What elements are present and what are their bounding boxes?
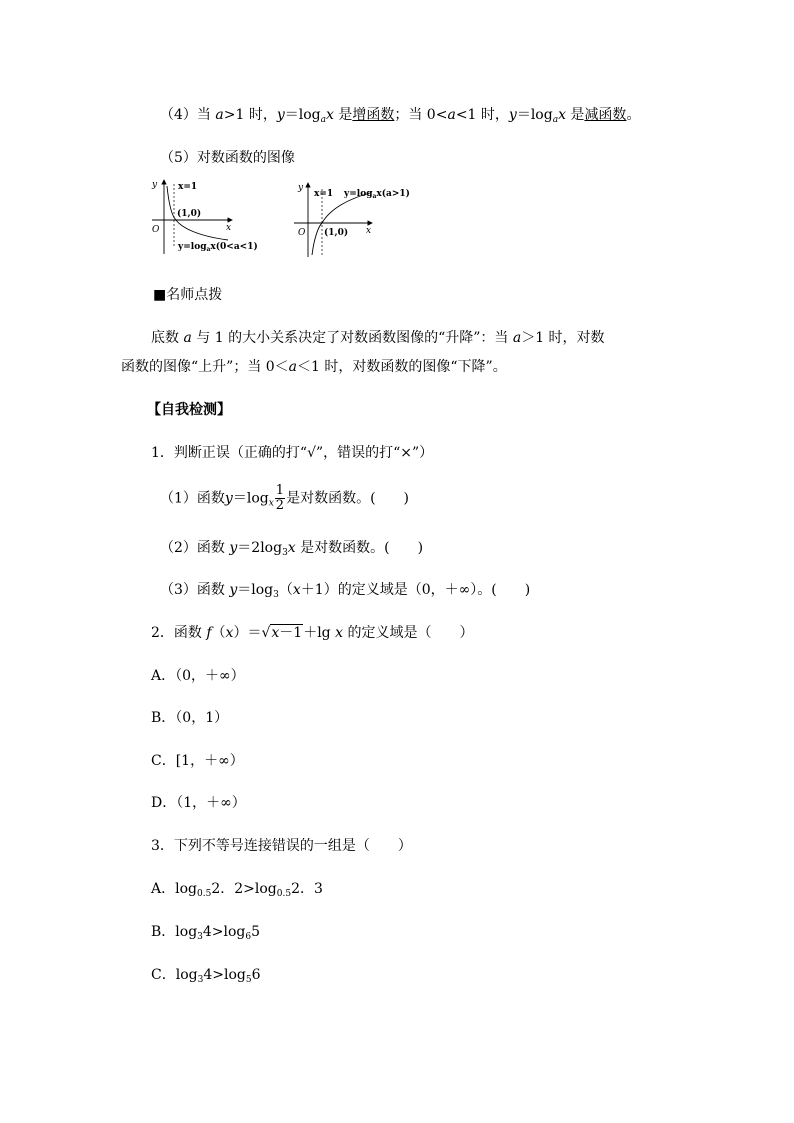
question-1-statement-1: （1）函数$y=\log_x$ $\frac{1}{2}$ 是对数函数。( ) [160, 483, 410, 513]
tip-heading: ■名师点拨 [153, 287, 223, 303]
square-root: √x－1 [261, 625, 303, 641]
tip-paragraph-line-2: 函数的图像“上升”；当 0＜a＜1 时，对数函数的图像“下降”。 [121, 359, 507, 375]
y-axis-label: y [298, 183, 304, 193]
x-axis-label: x [226, 223, 232, 233]
question-2-option-c: C．[1，＋∞） [151, 753, 244, 769]
question-3-option-a: A．$\log_{0.5}2$．$2>\log_{0.5}2$．3 [151, 881, 323, 899]
question-1-stem: 1．判断正误（正确的打“√”，错误的打“×”） [151, 445, 434, 461]
question-2-option-a: A．（0，＋∞） [151, 668, 245, 684]
question-3-stem: 3．下列不等号连接错误的一组是（ ） [151, 838, 412, 854]
origin-label: O [152, 225, 160, 235]
vline-label: x=1 [178, 182, 198, 192]
question-3-option-b: B．$\log_34>\log_65$ [151, 924, 261, 942]
question-2-option-b: B．（0，1） [151, 710, 229, 726]
x-axis-label: x [366, 226, 372, 236]
vline-label: x=1 [314, 189, 334, 199]
question-1-statement-3: （3）函数 $y=\log_3(x+1)$的定义域是（0，＋∞）。( ) [160, 582, 531, 600]
fraction-one-half: $\frac{1}{2}$ [275, 483, 285, 513]
y-axis-label: y [152, 180, 158, 190]
curve-label: $y=\log_ax(0<a<1)$ [178, 242, 258, 253]
increasing-log-curve [312, 193, 370, 255]
decreasing-function-term: 减函数 [584, 107, 627, 123]
point-label: (1,0) [324, 228, 349, 238]
question-2-stem: 2．函数 f（x）＝√x－1＋lg x 的定义域是（ ） [151, 625, 474, 641]
self-check-heading: 【自我检测】 [147, 402, 231, 418]
question-3-option-c: C．$\log_34>\log_56$ [151, 967, 261, 985]
question-1-statement-2: （2）函数 $y=2\log_3x$ 是对数函数。( ) [160, 540, 424, 558]
curve-label: $y=\log_ax(a>1)$ [344, 189, 410, 200]
item-5: （5）对数函数的图像 [160, 150, 295, 166]
tip-paragraph-line-1: 底数 a 与 1 的大小关系决定了对数函数图像的“升降”：当 a＞1 时，对数 [151, 330, 605, 346]
graph-increasing-log [290, 179, 410, 261]
item-4: （4）当 a>1 时，$y=\log_ax$ 是增函数；当 0<a<1 时，$y=\log_ax$ 是减函数。 [160, 107, 641, 125]
origin-label: O [298, 228, 306, 238]
question-2-option-d: D．（1，＋∞） [151, 795, 246, 811]
graph-decreasing-log [148, 176, 268, 258]
point-label: (1,0) [177, 209, 202, 219]
increasing-function-term: 增函数 [352, 107, 395, 123]
